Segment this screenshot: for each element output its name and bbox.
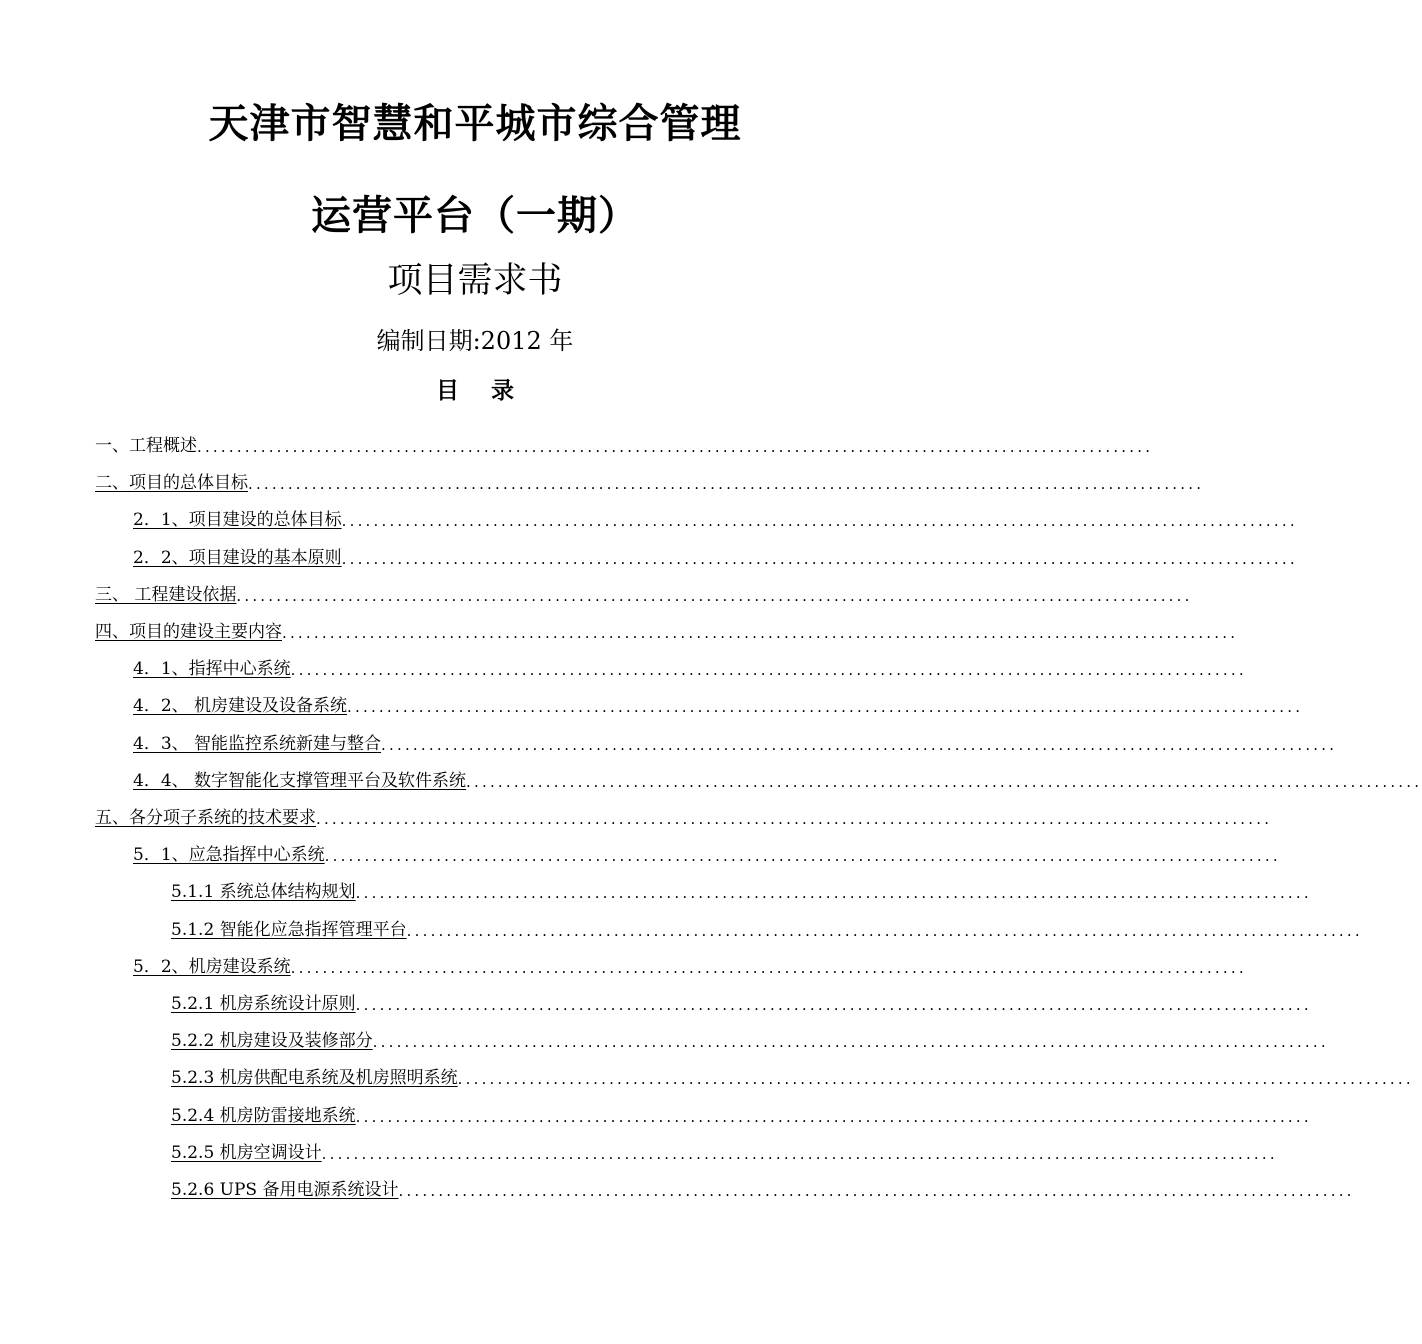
- document-title-line-1: 天津市智慧和平城市综合管理: [208, 101, 742, 147]
- toc-entry[interactable]: [171, 1127, 1278, 1164]
- toc-leader-dots: ........................................................................................................................: [248, 475, 1205, 494]
- toc-entry-label: 二、项目的总体目标: [95, 473, 248, 494]
- toc-leader-dots: ........................................................................................................................: [341, 512, 1298, 531]
- toc-leader-dots: ........................................................................................................................: [355, 996, 1312, 1014]
- toc-leader-dots: ........................................................................................................................: [457, 1070, 1414, 1089]
- toc-entry-label: 5.2.6 UPS 备用电源系统设计: [171, 1180, 399, 1200]
- toc-leader-dots: ........................................................................................................................: [381, 735, 1338, 754]
- toc-entry[interactable]: [95, 792, 1273, 829]
- document-title-line-2: 运营平台（一期）: [311, 193, 639, 239]
- toc-leader-dots: ........................................................................................................................: [282, 624, 1239, 642]
- toc-leader-dots: ........................................................................................................................: [372, 1033, 1329, 1052]
- toc-entry-label: 5.2.4 机房防雷接地系统: [171, 1105, 356, 1126]
- toc-entry-label: 5.2.3 机房供配电系统及机房照明系统: [171, 1068, 458, 1089]
- toc-entry-label: 2．1、项目建设的总体目标: [133, 510, 342, 531]
- toc-leader-dots: ........................................................................................................................: [466, 772, 1422, 791]
- toc-leader-dots: ........................................................................................................................: [347, 698, 1304, 717]
- toc-entry[interactable]: [171, 1090, 1312, 1127]
- toc-entry-label: 2．2、项目建设的基本原则: [133, 547, 342, 568]
- toc-heading: 目 录: [435, 378, 526, 404]
- toc-entry-label: 一、工程概述: [95, 436, 197, 456]
- toc-leader-dots: ........................................................................................................................: [398, 1182, 1355, 1200]
- toc-leader-dots: ........................................................................................................................: [290, 661, 1247, 680]
- toc-entry[interactable]: [171, 1164, 1355, 1201]
- document-subtitle: 项目需求书: [387, 261, 563, 301]
- toc-entry-label: 五、各分项子系统的技术要求: [95, 808, 316, 828]
- toc-leader-dots: ........................................................................................................................: [321, 1144, 1278, 1163]
- toc-entry[interactable]: [133, 494, 1298, 531]
- toc-entry[interactable]: [171, 866, 1312, 903]
- toc-entry-label: 5.2.5 机房空调设计: [171, 1142, 322, 1163]
- toc-entry-label: 三、 工程建设依据: [95, 584, 237, 605]
- toc-entry-label: 5.2.2 机房建设及装修部分: [171, 1031, 373, 1052]
- toc-entry[interactable]: [95, 569, 1193, 606]
- toc-entry-label: 四、项目的建设主要内容: [95, 622, 282, 642]
- toc-entry-label: 5.1.2 智能化应急指挥管理平台: [171, 919, 407, 940]
- compile-date: 编制日期:2012 年: [376, 327, 574, 355]
- toc-entry[interactable]: [133, 829, 1281, 866]
- toc-leader-dots: ........................................................................................................................: [290, 958, 1247, 977]
- toc-entry[interactable]: [133, 941, 1247, 978]
- toc-entry[interactable]: [95, 457, 1205, 494]
- toc-entry[interactable]: [133, 755, 1422, 792]
- toc-entry-label: 4．1、指挥中心系统: [133, 659, 291, 680]
- toc-leader-dots: ........................................................................................................................: [197, 438, 1154, 456]
- toc-entry-label: 4．3、 智能监控系统新建与整合: [133, 733, 382, 754]
- toc-leader-dots: ........................................................................................................................: [236, 586, 1193, 605]
- toc-leader-dots: ........................................................................................................................: [355, 884, 1312, 903]
- toc-entry[interactable]: [133, 718, 1338, 755]
- toc-entry-label: 5．1、应急指挥中心系统: [133, 845, 325, 866]
- toc-leader-dots: ........................................................................................................................: [316, 810, 1273, 828]
- toc-leader-dots: ........................................................................................................................: [406, 921, 1363, 940]
- toc-entry[interactable]: [95, 606, 1239, 643]
- toc-entry-label: 4．4、 数字智能化支撑管理平台及软件系统: [133, 770, 467, 791]
- toc-leader-dots: ........................................................................................................................: [341, 549, 1298, 568]
- toc-entry[interactable]: [171, 978, 1312, 1015]
- toc-leader-dots: ........................................................................................................................: [355, 1107, 1312, 1126]
- toc-entry-label: 5.2.1 机房系统设计原则: [171, 994, 356, 1014]
- toc-entry[interactable]: [171, 1015, 1329, 1052]
- toc-entry[interactable]: [133, 680, 1304, 717]
- toc-entry[interactable]: [133, 532, 1298, 569]
- toc-entry-label: 5.1.1 系统总体结构规划: [171, 882, 356, 903]
- toc-entry[interactable]: [133, 643, 1247, 680]
- toc-entry[interactable]: [171, 1052, 1414, 1089]
- toc-entry[interactable]: [95, 420, 1154, 457]
- toc-leader-dots: ........................................................................................................................: [324, 847, 1281, 866]
- toc-entry[interactable]: [171, 904, 1363, 941]
- toc-entry-label: 4．2、 机房建设及设备系统: [133, 696, 348, 717]
- toc-entry-label: 5．2、机房建设系统: [133, 956, 291, 977]
